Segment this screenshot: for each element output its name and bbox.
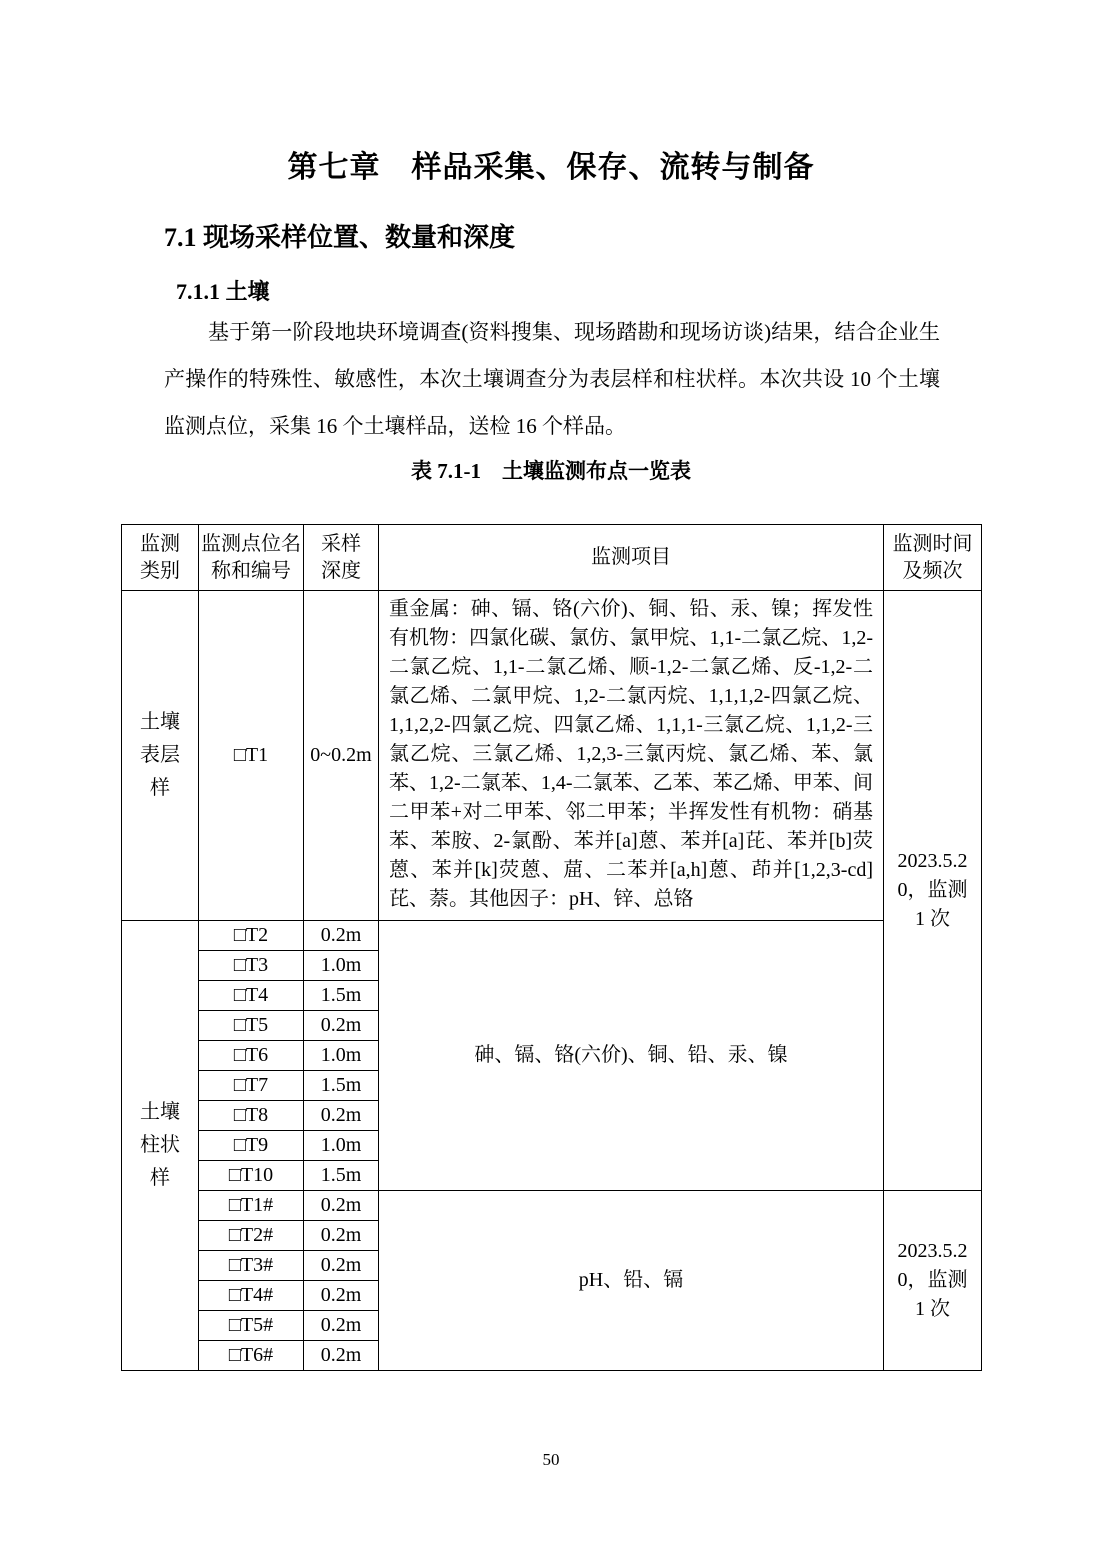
table-header-row xyxy=(122,525,982,591)
depth-cell: 0.2m xyxy=(304,1221,379,1251)
point-cell: □T3 xyxy=(199,951,304,981)
point-cell: □T1 xyxy=(199,591,304,921)
depth-cell: 0.2m xyxy=(304,1011,379,1041)
items-cell-surface: 重金属：砷、镉、铬(六价)、铜、铅、汞、镍；挥发性有机物：四氯化碳、氯仿、氯甲烷、1,1-二氯乙烷、1,2-二氯乙烷、1,1-二氯乙烯、顺-1,2-二氯乙烯、反-1,2-二氯乙烯、二氯甲烷、1,2-二氯丙烷、1,1,1,2-四氯乙烷、1,1,2,2-四氯乙烷、四氯乙烯、1,1,1-三氯乙烷、1,1,2-三氯乙烷、三氯乙烯、1,2,3-三氯丙烷、氯乙烯、苯、氯苯、1,2-二氯苯、1,4-二氯苯、乙苯、苯乙烯、甲苯、间二甲苯+对二甲苯、邻二甲苯；半挥发性有机物：硝基苯、苯胺、2-氯酚、苯并[a]蒽、苯并[a]芘、苯并[b]荧蒽、苯并[k]荧蒽、䓛、二苯并[a,h]蒽、茚并[1,2,3-cd]芘、萘。其他因子：pH、锌、总铬 xyxy=(379,591,884,921)
soil-monitoring-table xyxy=(121,524,982,1371)
table-row-t2 xyxy=(122,921,982,951)
depth-cell: 0.2m xyxy=(304,1311,379,1341)
depth-cell: 0.2m xyxy=(304,1191,379,1221)
point-cell: □T1# xyxy=(199,1191,304,1221)
depth-cell: 1.5m xyxy=(304,1071,379,1101)
depth-cell: 1.0m xyxy=(304,1041,379,1071)
chapter-title: 第七章 样品采集、保存、流转与制备 xyxy=(287,151,815,184)
time-cell-second: 2023.5.20，监测 1 次 xyxy=(884,1191,982,1371)
point-cell: □T6# xyxy=(199,1341,304,1371)
col-header-time: 监测时间及频次 xyxy=(884,525,982,591)
table-caption: 表 7.1-1 土壤监测布点一览表 xyxy=(411,459,691,483)
col-header-category: 监测类别 xyxy=(122,525,199,591)
depth-cell: 1.5m xyxy=(304,1161,379,1191)
col-header-point: 监测点位名称和编号 xyxy=(199,525,304,591)
point-cell: □T4# xyxy=(199,1281,304,1311)
section-heading-7-1: 7.1 现场采样位置、数量和深度 xyxy=(164,223,516,252)
depth-cell: 0~0.2m xyxy=(304,591,379,921)
point-cell: □T3# xyxy=(199,1251,304,1281)
category-cell-column: 土壤柱状样 xyxy=(122,921,199,1371)
table-row-t1h xyxy=(122,1191,982,1221)
point-cell: □T8 xyxy=(199,1101,304,1131)
body-paragraph: 基于第一阶段地块环境调查(资料搜集、现场踏勘和现场访谈)结果，结合企业生产操作的特殊性、敏感性，本次土壤调查分为表层样和柱状样。本次共设 10 个土壤监测点位，采集 16 个土壤样品，送检 16 个样品。 xyxy=(164,320,940,438)
subsection-heading-7-1-1: 7.1.1 土壤 xyxy=(176,279,270,304)
point-cell: □T4 xyxy=(199,981,304,1011)
depth-cell: 0.2m xyxy=(304,1281,379,1311)
depth-cell: 1.0m xyxy=(304,951,379,981)
point-cell: □T2# xyxy=(199,1221,304,1251)
point-cell: □T5 xyxy=(199,1011,304,1041)
depth-cell: 0.2m xyxy=(304,1341,379,1371)
table-row-t1 xyxy=(122,591,982,921)
col-header-items: 监测项目 xyxy=(379,525,884,591)
depth-cell: 0.2m xyxy=(304,1101,379,1131)
point-cell: □T7 xyxy=(199,1071,304,1101)
depth-cell: 0.2m xyxy=(304,1251,379,1281)
col-header-depth: 采样深度 xyxy=(304,525,379,591)
point-cell: □T9 xyxy=(199,1131,304,1161)
depth-cell: 1.0m xyxy=(304,1131,379,1161)
items-cell-column: 砷、镉、铬(六价)、铜、铅、汞、镍 xyxy=(379,921,884,1191)
point-cell: □T6 xyxy=(199,1041,304,1071)
depth-cell: 0.2m xyxy=(304,921,379,951)
time-cell-first: 2023.5.20，监测 1 次 xyxy=(884,591,982,1191)
point-cell: □T5# xyxy=(199,1311,304,1341)
category-cell-surface: 土壤表层样 xyxy=(122,591,199,921)
page-number: 50 xyxy=(542,1450,560,1469)
point-cell: □T10 xyxy=(199,1161,304,1191)
items-cell-hash: pH、铅、镉 xyxy=(379,1191,884,1371)
point-cell: □T2 xyxy=(199,921,304,951)
depth-cell: 1.5m xyxy=(304,981,379,1011)
